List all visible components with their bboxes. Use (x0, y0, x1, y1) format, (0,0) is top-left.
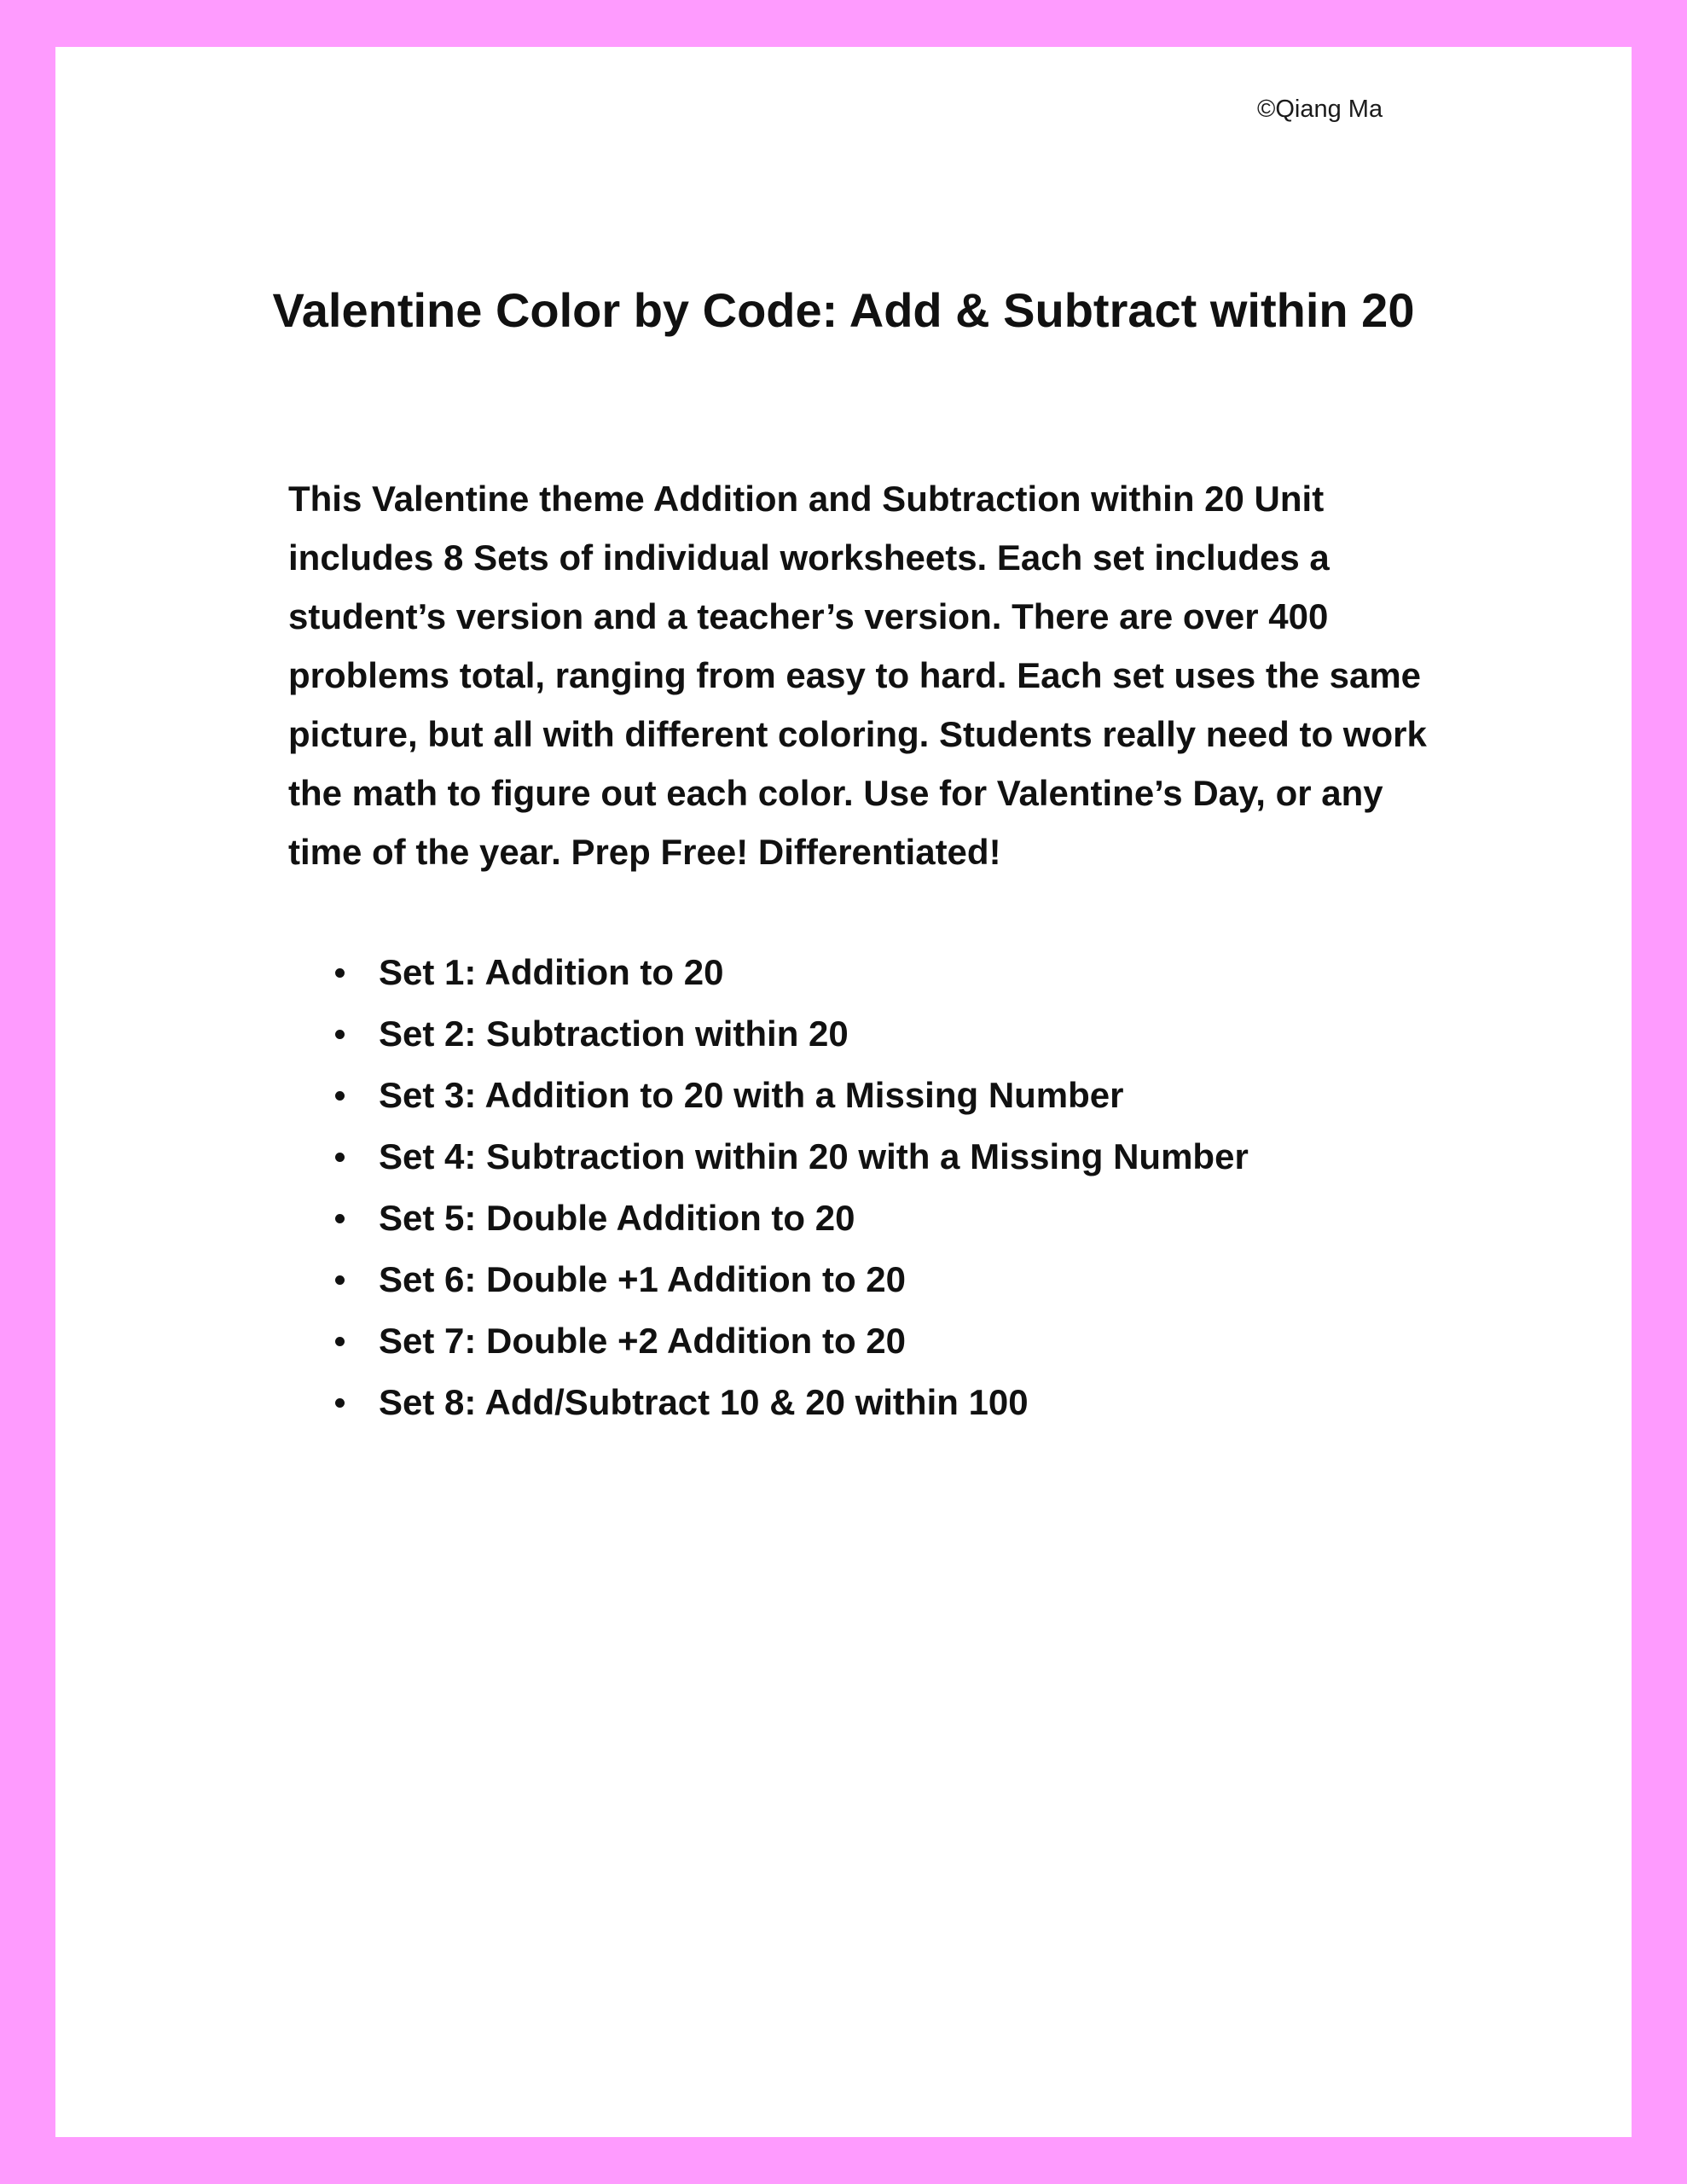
bullet-icon (335, 1398, 345, 1408)
list-item-set-1 (326, 942, 1249, 1003)
set-label: Set 8: Add/Subtract 10 & 20 within 100 (379, 1382, 1029, 1422)
bullet-icon (335, 1153, 345, 1162)
set-label: Set 7: Double +2 Addition to 20 (379, 1321, 907, 1361)
list-item-set-5 (326, 1188, 1249, 1249)
list-item-set-3 (326, 1065, 1249, 1126)
list-item-set-8 (326, 1372, 1249, 1433)
intro-paragraph: This Valentine theme Addition and Subtraction within 20 Unit includes 8 Sets of individual worksheets. Each set includes a student’s version and a teacher’s version. There are over 400 problems total, ranging from easy to hard. Each set uses the same picture, but all with different coloring. Students really need to work the math to figure out each color. Use for Valentine’s Day, or any time of the year. Prep Free! Differentiated! (288, 479, 1427, 872)
list-item-set-4 (326, 1126, 1249, 1188)
set-label: Set 6: Double +1 Addition to 20 (379, 1259, 907, 1299)
list-item-set-2 (326, 1003, 1249, 1065)
list-item-set-6 (326, 1249, 1249, 1310)
bullet-icon (335, 1030, 345, 1039)
set-label: Set 2: Subtraction within 20 (379, 1014, 849, 1054)
bullet-icon (335, 968, 345, 978)
bullet-icon (335, 1337, 345, 1346)
set-label: Set 5: Double Addition to 20 (379, 1198, 855, 1238)
list-item-set-7 (326, 1310, 1249, 1372)
bullet-icon (335, 1214, 345, 1223)
set-label: Set 3: Addition to 20 with a Missing Number (379, 1075, 1124, 1115)
bullet-icon (335, 1275, 345, 1285)
copyright-notice: ©Qiang Ma (1257, 96, 1383, 123)
set-label: Set 4: Subtraction within 20 with a Missing Number (379, 1136, 1249, 1176)
page-title: Valentine Color by Code: Add & Subtract within 20 (272, 283, 1415, 337)
set-list (326, 942, 1249, 1433)
bullet-icon (335, 1091, 345, 1101)
set-label: Set 1: Addition to 20 (379, 952, 724, 992)
